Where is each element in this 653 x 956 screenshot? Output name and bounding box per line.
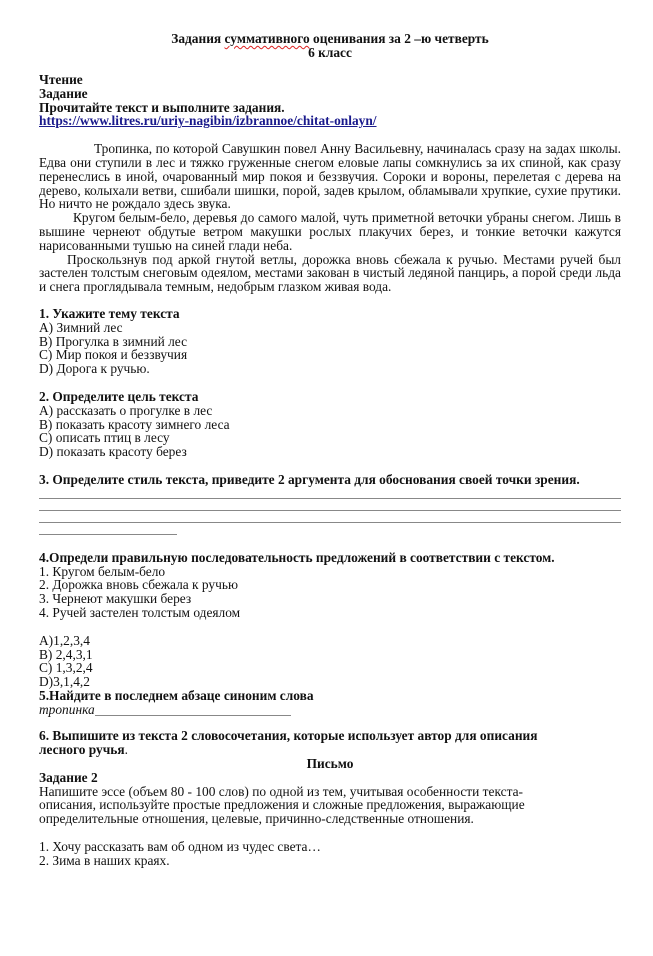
question-title: 2. Определите цель текста (39, 388, 199, 404)
answer-option: B) показать красоту зимнего леса (39, 416, 230, 432)
document-page (39, 32, 621, 868)
answer-line[interactable] (39, 523, 177, 535)
grade-label: 6 класс (308, 45, 352, 60)
question-2 (39, 390, 621, 459)
task-2-label: Задание 2 (39, 769, 98, 785)
text-paragraph-1: Тропинка, по которой Савушкин повел Анну Васильевну, начиналась сразу на задах школы. Едва они ступили в лес и тяжко груженные снегом еловые лапы сомкнулись за их спиной, как сразу перенеслись в иной, очарованный мир покоя и беззвучия. Сороки и вороны, перелетая с дерева на дерево, колыхали ветви, сшибали шишки, порой, задев крылом, обламывали хрупкие, сухие прутики. Но ничто не рождало здесь звука. (39, 141, 621, 212)
spellcheck-word: суммативного (224, 31, 310, 46)
answer-option: A)1,2,3,4 (39, 632, 90, 648)
question-title: 6. Выпишите из текста 2 словосочетания, которые использует автор для описания лесного ручья. (39, 728, 538, 758)
text-paragraph-3: Проскользнув под аркой гнутой ветлы, дорожка вновь сбежала к ручью. Местами ручей был застелен толстым снеговым одеялом, местами закован в чистый ледяной панцирь, а порой среди льда и снега проглядывала темным, недобрым глазком живая вода. (39, 251, 621, 295)
essay-topic: 1. Хочу рассказать вам об одном из чудес света… (39, 839, 321, 855)
document-title: Задания суммативного оценивания за 2 –ю четверть (171, 31, 489, 46)
sequence-item: 1. Кругом белым-бело (39, 563, 166, 579)
source-link[interactable]: https://www.litres.ru/uriy-nagibin/izbrannoe/chitat-onlayn/ (39, 113, 377, 129)
sequence-item: 3. Чернеют макушки берез (39, 591, 192, 607)
question-6 (39, 729, 621, 757)
answer-option: D) Дорога к ручью. (39, 361, 150, 377)
question-3 (39, 473, 621, 535)
question-title: 5.Найдите в последнем абзаце синоним слова (39, 687, 314, 703)
answer-option: C) Мир покоя и беззвучия (39, 347, 188, 363)
sequence-item: 4. Ручей застелен толстым одеялом (39, 604, 241, 620)
answer-option: A) рассказать о прогулке в лес (39, 402, 213, 418)
section-writing: Письмо (306, 756, 354, 772)
question-title: 1. Укажите тему текста (39, 305, 180, 321)
question-title: 3. Определите стиль текста, приведите 2 аргумента для обоснования своей точки зрения. (39, 471, 580, 487)
section-reading: Чтение (39, 72, 83, 87)
reading-instruction: Прочитайте текст и выполните задания. (39, 99, 285, 115)
answer-blank[interactable] (95, 704, 291, 716)
question-5 (39, 689, 621, 717)
task-label: Задание (39, 85, 88, 101)
answer-option: A) Зимний лес (39, 319, 123, 335)
writing-instruction: Напишите эссе (объем 80 - 100 слов) по одной из тем, учитывая особенности текста-описания, используйте простые предложения и сложные предложения, выражающие определительные отношения, целевые, причинно-следственные отношения. (39, 783, 525, 827)
target-word: тропинка (39, 701, 95, 717)
answer-option: D)3,1,4,2 (39, 674, 90, 690)
essay-topic: 2. Зима в наших краях. (39, 852, 170, 868)
question-1 (39, 307, 621, 376)
answer-option: D) показать красоту берез (39, 444, 187, 460)
text-paragraph-2: Кругом белым-бело, деревья до самого малой, чуть приметной веточки убраны снегом. Лишь в вышине чернеют обдутые ветром макушки рослых плакучих берез, и тонкие веточки кажутся нарисованными тушью на синей глади неба. (39, 210, 621, 253)
question-4 (39, 551, 621, 689)
answer-line[interactable] (39, 499, 621, 511)
answer-line[interactable] (39, 511, 621, 523)
answer-option: C) описать птиц в лесу (39, 430, 170, 446)
answer-option: B) Прогулка в зимний лес (39, 333, 188, 349)
answer-line[interactable] (39, 487, 621, 499)
answer-option: C) 1,3,2,4 (39, 660, 93, 676)
question-title: 4.Определи правильную последовательность предложений в соответствии с текстом. (39, 549, 555, 565)
answer-option: B) 2,4,3,1 (39, 646, 93, 662)
sequence-item: 2. Дорожка вновь сбежала к ручью (39, 577, 238, 593)
